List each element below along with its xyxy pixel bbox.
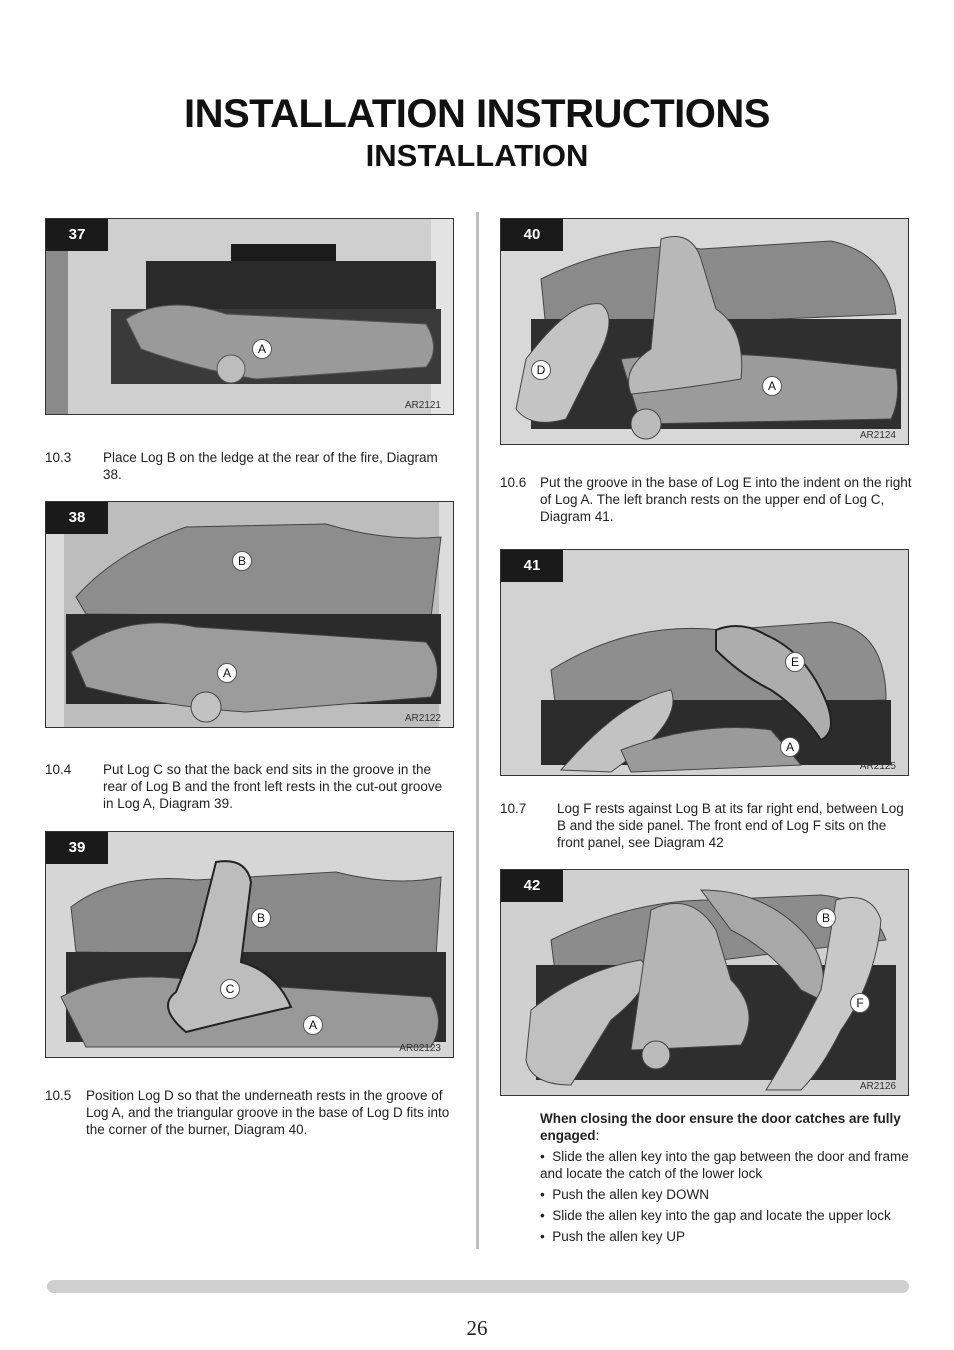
figure-42-photo [501, 870, 908, 1095]
step-number: 10.7 [500, 801, 527, 816]
step-number: 10.3 [45, 450, 72, 465]
label-log-e: E [785, 652, 805, 672]
step-10-5 [45, 1087, 455, 1138]
step-text: Put Log C so that the back end sits in the groove in the rear of Log B and the front left rests in the cut-out groove in Log A, Diagram 39. [103, 762, 443, 811]
note-bullet: • Slide the allen key into the gap between the door and frame and locate the catch of the lower lock [540, 1149, 909, 1181]
step-10-6 [500, 474, 912, 525]
page-title: INSTALLATION INSTRUCTIONS [184, 92, 770, 136]
figure-number: 37 [46, 219, 108, 251]
note-bullet-text: Push the allen key UP [552, 1229, 686, 1244]
label-log-b: B [816, 908, 836, 928]
figure-38-photo [46, 502, 453, 727]
label-log-a: A [217, 663, 237, 683]
step-number: 10.5 [45, 1088, 72, 1103]
label-log-d: D [531, 360, 551, 380]
figure-37 [45, 218, 454, 415]
figure-42 [500, 869, 909, 1096]
label-log-a: A [303, 1015, 323, 1035]
figure-number: 39 [46, 832, 108, 864]
step-text: Log F rests against Log B at its far right end, between Log B and the side panel. The front end of Log F sits on the front panel, see Diagram 42 [557, 801, 904, 850]
figure-40-photo [501, 219, 908, 444]
step-10-4 [45, 761, 450, 812]
note-heading-suffix: : [595, 1128, 600, 1143]
figure-code: AR02123 [399, 1043, 441, 1054]
note-bullet-text: Slide the allen key into the gap between the door and frame and locate the catch of the lower lock [540, 1149, 909, 1181]
figure-code: AR2126 [859, 1081, 896, 1092]
figure-39 [45, 831, 454, 1058]
figure-code: AR2121 [404, 400, 441, 411]
figure-code: AR2125 [859, 761, 896, 772]
figure-number: 41 [501, 550, 563, 582]
figure-41 [500, 549, 909, 776]
step-text: Place Log B on the ledge at the rear of the fire, Diagram 38. [103, 450, 438, 482]
figure-number: 42 [501, 870, 563, 902]
figure-38 [45, 501, 454, 728]
label-log-a: A [252, 339, 272, 359]
label-log-a: A [780, 737, 800, 757]
footer-bar [47, 1280, 909, 1293]
step-10-3 [45, 449, 450, 483]
figure-41-photo [501, 550, 908, 775]
figure-40 [500, 218, 909, 445]
note-bullet: • Push the allen key UP [540, 1229, 686, 1244]
figure-code: AR2122 [404, 713, 441, 724]
note-bullet: • Push the allen key DOWN [540, 1187, 710, 1202]
page-number: 26 [466, 1316, 488, 1340]
step-10-7 [500, 800, 912, 851]
note-bullet-text: Slide the allen key into the gap and locate the upper lock [552, 1208, 891, 1223]
figure-39-photo [46, 832, 453, 1057]
note-heading: When closing the door ensure the door catches are fully engaged [540, 1111, 901, 1143]
label-log-f: F [850, 993, 870, 1013]
label-log-a: A [762, 376, 782, 396]
figure-code: AR2124 [859, 430, 896, 441]
label-log-b: B [232, 551, 252, 571]
figure-number: 40 [501, 219, 563, 251]
step-text: Position Log D so that the underneath rests in the groove of Log A, and the triangular groove in the base of Log D fits into the corner of the burner, Diagram 40. [86, 1088, 450, 1137]
label-log-b: B [251, 908, 271, 928]
note-bullet-text: Push the allen key DOWN [552, 1187, 710, 1202]
door-closing-note [540, 1110, 912, 1245]
note-bullet: • Slide the allen key into the gap and locate the upper lock [540, 1208, 891, 1223]
column-divider [476, 212, 479, 1249]
figure-number: 38 [46, 502, 108, 534]
step-number: 10.6 [500, 475, 527, 490]
page-subtitle: INSTALLATION [365, 138, 589, 173]
step-text: Put the groove in the base of Log E into the indent on the right of Log A. The left branch rests on the upper end of Log C, Diagram 41. [540, 475, 912, 524]
step-number: 10.4 [45, 762, 72, 777]
label-log-c: C [220, 979, 240, 999]
